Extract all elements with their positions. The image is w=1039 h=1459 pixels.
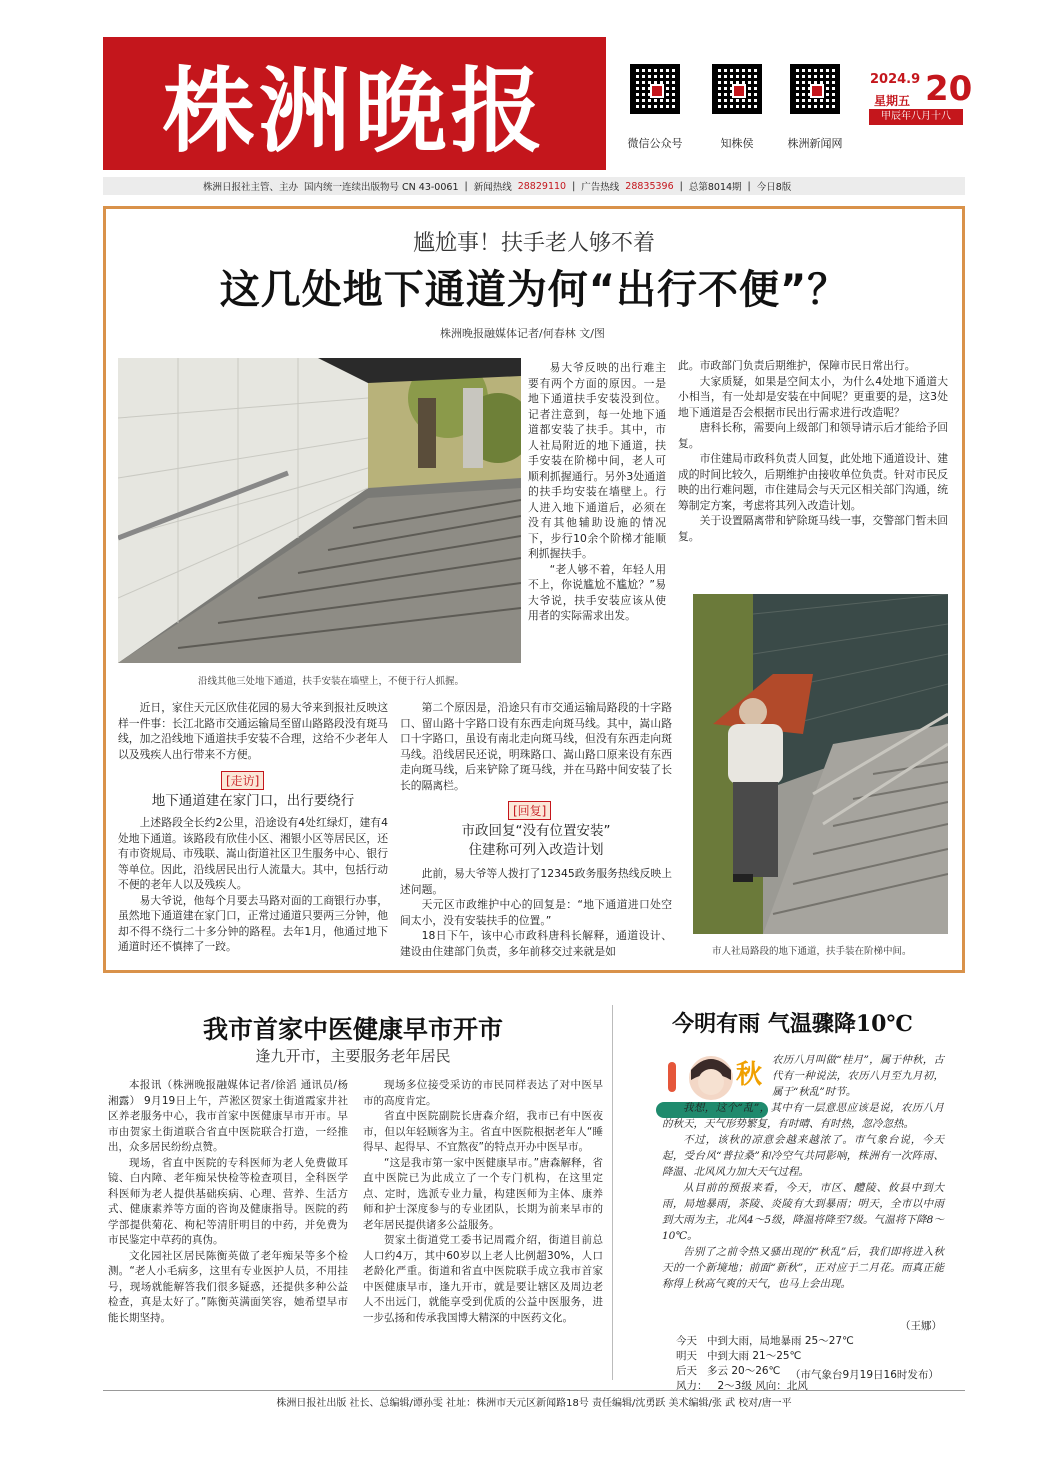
forecast-list	[676, 1334, 854, 1394]
story3-author: （王娜）	[900, 1320, 942, 1332]
cn-number: 国内统一连续出版物号 CN 43-0061	[304, 182, 459, 193]
paragraph: “老人够不着，年轻人用不上，你说尴尬不尴尬？”易大爷说，扶手安装应该从使用者的实际需求出发。	[528, 562, 666, 622]
paragraph: 18日下午，该中心市政科唐科长解释，通道设计、建设由住建部门负责，多年前移交过来就是如	[400, 929, 672, 958]
lead-column-2-bottom	[400, 700, 672, 793]
story2-headline: 我市首家中医健康早市开市	[202, 1015, 503, 1044]
paragraph: 本报讯（株洲晚报融媒体记者/徐滔 通讯员/杨湘露） 9月19日上午，芦淞区贺家土街道霞家井社区养老服务中心，我市首家中医健康早市开市。早市由贺家土街道联合省直中医院联合打造，一经推出，众多居民纷纷点赞。	[108, 1079, 348, 1153]
story2-column-1	[108, 1078, 348, 1326]
paragraph: 不过，该秋的凉意会越来越浓了。市气象台说，今天起，受台风“普拉桑”和冷空气共同影响，株洲有一次阵雨、降温、北风风力加大天气过程。	[662, 1134, 944, 1178]
ad-hotline: 28835396	[625, 180, 674, 192]
lead-column-middle-top	[528, 360, 666, 624]
paragraph: “这是我市第一家中医健康早市。”唐森解释，省直中医院已为此成立了一个专门机构，在这里定点、定时，选派专业力量，构建医师为主体、康养师和护士深度参与的专业团队，长期为前来早市的老年居民提供诸多公益服务。	[363, 1156, 603, 1231]
paragraph: 上述路段全长约2公里，沿途设有4处红绿灯，建有4处地下通道。该路段有欣佳小区、湘银小区等居民区，还有市资规局、市残联、嵩山街道社区卫生服务中心、银行等单位。因此，沿线居民出行人流量大。其中，包括行动不便的老年人以及残疾人。	[118, 816, 388, 891]
paragraph: 易大爷反映的出行难主要有两个方面的原因。一是地下通道扶手安装没到位。记者注意到，每一处地下通道都安装了扶手。其中，市人社局附近的地下通道，扶手安装在阶梯中间，老人可顺利抓握通行。另外3处通道的扶手均安装在墙壁上。行人进入地下通道后，必须在没有其他辅助设施的情况下，步行10余个阶梯才能顺利抓握扶手。	[528, 361, 666, 560]
lead-headline: 这几处地下通道为何“出行不便”？	[219, 267, 849, 313]
paragraph: 天元区市政维护中心的回复是：“地下通道进口处空间太小，没有安装扶手的位置。”	[400, 898, 672, 927]
footer-credits: 株洲日报社出版 社长、总编辑/谭孙雯 社址：株洲市天元区新闻路18号 责任编辑/沈勇跃 美术编辑/张 武 校对/唐一平	[103, 1390, 965, 1408]
publisher-text: 株洲日报社主管、主办	[203, 182, 299, 193]
paragraph: 现场多位接受采访的市民同样表达了对中医早市的高度肯定。	[363, 1079, 603, 1107]
paragraph: 唐科长称，需要向上级部门和领导请示后才能给予回复。	[678, 421, 948, 450]
paragraph: 第二个原因是，沿途只有市交通运输局路段的十字路口、留山路十字路口设有东西走向斑马线。其中，嵩山路口十字路口，虽设有南北走向斑马线，但没有东西走向斑马线。沿线居民还说，明珠路口、嵩山路口原来设有东西走向斑马线，后来铲除了斑马线，并在马路中间安装了长长的隔离栏。	[400, 701, 672, 792]
photo1-caption: 沿线其他三处地下通道，扶手安装在墙壁上，不便于行人抓握。	[198, 676, 465, 687]
lead-kicker: 尴尬事！扶手老人够不着	[412, 231, 655, 256]
story2-column-2	[363, 1078, 603, 1326]
lead-column-2-bottom-2	[400, 866, 672, 959]
qr-code-icon[interactable]	[630, 64, 680, 114]
qr-code-icon[interactable]	[790, 64, 840, 114]
forecast-row: 风力： 2～3级 风向：北风	[676, 1380, 808, 1392]
story3-body	[662, 1052, 944, 1292]
paragraph: 贺家土街道党工委书记周霞介绍，街道目前总人口约4万，其中60岁以上老人比例超30%，人口老龄化严重。街道和省直中医院联手成立我市首家中医健康早市，逢九开市，就是要让辖区及周边老人不出远门，就能享受到优质的公益中医服务，进一步弘扬和传承我国博大精深的中医药文化。	[363, 1234, 603, 1324]
issue-day: 20	[925, 69, 973, 109]
lead-column-1-bottom	[118, 700, 388, 762]
news-hotline-label: 新闻热线	[473, 182, 512, 193]
paragraph: 现场，省直中医院的专科医师为老人免费做耳镜、白内障、老年痴呆快检等检查项目，全科医学科医师为老人提供基础疾病、心理、营养、生活方式、健康素养等方面的咨询及健康指导。医院的药学部提供菊花、枸杞等清肝明目的中药，并免费为市民鉴定中草药的真伪。	[108, 1156, 348, 1246]
photo2-caption: 市人社局路段的地下通道，扶手装在阶梯中间。	[712, 946, 912, 957]
forecast-row: 今天 中到大雨，局地暴雨 25～27℃	[676, 1335, 854, 1347]
page-count: 今日8版	[756, 182, 792, 193]
issue-year-month: 2024.9	[870, 72, 921, 87]
paragraph: 农历八月叫做“桂月”，属于仲秋，古代有一种说法，农历八月至九月初，属于“秋乱”时节。	[772, 1054, 944, 1098]
underpass-photo-1	[118, 358, 521, 663]
paragraph: 省直中医院副院长唐森介绍，我市已有中医夜市，但以年轻顾客为主。省直中医院根据老年人“睡得早、起得早、不宜熬夜”的特点开办中医早市。	[363, 1110, 603, 1153]
tag-reply: [回复]	[508, 800, 551, 820]
forecast-row: 后天 多云 20～26℃	[676, 1365, 781, 1377]
paragraph: 关于设置隔离带和铲除斑马线一事，交警部门暂未回复。	[678, 514, 948, 543]
lead-byline: 株洲晚报融媒体记者/何春林 文/图	[440, 327, 605, 340]
paragraph: 此。市政部门负责后期维护，保障市民日常出行。	[678, 359, 916, 372]
subhead-reply-1: 市政回复“没有位置安装”	[461, 823, 611, 839]
tag-visit: [走访]	[221, 770, 264, 790]
paragraph: 告别了之前令热又骚出现的“秋乱”后，我们即将进入秋天的一个新境地；前面“新秋”，正对应于二月花。而真正能称得上秋高气爽的天气，也马上会出现。	[662, 1246, 944, 1290]
qr-label-news-site: 株洲新闻网	[787, 137, 843, 150]
masthead-banner	[103, 37, 606, 170]
qr-label-wechat: 微信公众号	[627, 137, 683, 150]
info-bar: 株洲日报社主管、主办 国内统一连续出版物号 CN 43-0061 | 新闻热线 28829110 | 广告热线 28835396 | 总第8014期 | 今日8版	[103, 177, 965, 195]
story2-subhead: 逢九开市，主要服务老年居民	[255, 1047, 451, 1065]
lead-column-right-top	[678, 358, 948, 544]
lead-column-1-bottom-2	[118, 815, 388, 955]
forecast-row: 明天 中到大雨 21～25℃	[676, 1350, 802, 1362]
column-divider	[612, 1005, 613, 1380]
story3-headline: 今明有雨 气温骤降10℃	[672, 1011, 913, 1037]
issue-weekday: 星期五	[874, 94, 911, 108]
paragraph: 文化园社区居民陈衡英做了老年痴呆等多个检测。“老人小毛病多，这里有专业医护人员，不用挂号，现场就能解答我们很多疑惑，还提供多种公益检查，真是太好了。”陈衡英满面笑容，她希望早市能长期坚持。	[108, 1249, 348, 1324]
paragraph: 易大爷说，他每个月要去马路对面的工商银行办事，虽然地下通道建在家门口，正常过通道只要两三分钟，他却不得不绕行二十多分钟的路程。去年1月，他通过地下通道时还不慎摔了一跤。	[118, 893, 388, 953]
qr-code-icon[interactable]	[712, 64, 762, 114]
paragraph: 近日，家住天元区欣佳花园的易大爷来到报社反映这样一件事：长江北路市交通运输局至留山路路段没有斑马线，加之沿线地下通道扶手安装不合理，这给不少老年人以及残疾人出行带来不方便。	[118, 701, 388, 761]
paragraph: 此前，易大爷等人拨打了12345政务服务热线反映上述问题。	[400, 867, 672, 896]
autumn-glyph: 秋	[736, 1060, 763, 1090]
paragraph: 从目前的预报来看，今天，市区、醴陵、攸县中到大雨，局地暴雨，茶陵、炎陵有大到暴雨；明天，全市以中雨到大雨为主，北风4～5级，降温将降至7级。气温将下降8～10℃。	[662, 1182, 944, 1242]
forecast-source: （市气象台9月19日16时发布）	[790, 1369, 939, 1381]
news-hotline: 28829110	[517, 180, 567, 192]
ad-hotline-label: 广告热线	[581, 182, 620, 193]
paragraph: 市住建局市政科负责人回复，此处地下通道设计、建成的时间比较久，后期维护由接收单位负责。针对市民反映的出行难问题，市住建局会与天元区相关部门沟通，统筹制定方案，考虑将其列入改造计划。	[678, 452, 948, 512]
issue-number: 总第8014期	[688, 182, 742, 193]
subhead-reply-2: 住建称可列入改造计划	[468, 842, 604, 858]
qr-label-zhizhuhou: 知株侯	[720, 137, 754, 150]
subhead-visit: 地下通道建在家门口，出行要绕行	[151, 793, 355, 809]
lunar-date: 甲辰年八月十八	[869, 109, 963, 125]
newspaper-title: 株洲晚报	[162, 56, 547, 165]
paragraph: 大家质疑，如果是空间太小，为什么4处地下通道大小相当，有一处却是安装在中间呢？更重要的是，这3处地下通道是否会根据市民出行需求进行改造呢？	[678, 374, 948, 419]
paragraph: 我想，这个“乱”，其中有一层意思应该是说，农历八月的秋天，天气形势繁复，有时晴、有时热，忽冷忽热。	[662, 1102, 944, 1130]
underpass-photo-2	[693, 594, 948, 934]
